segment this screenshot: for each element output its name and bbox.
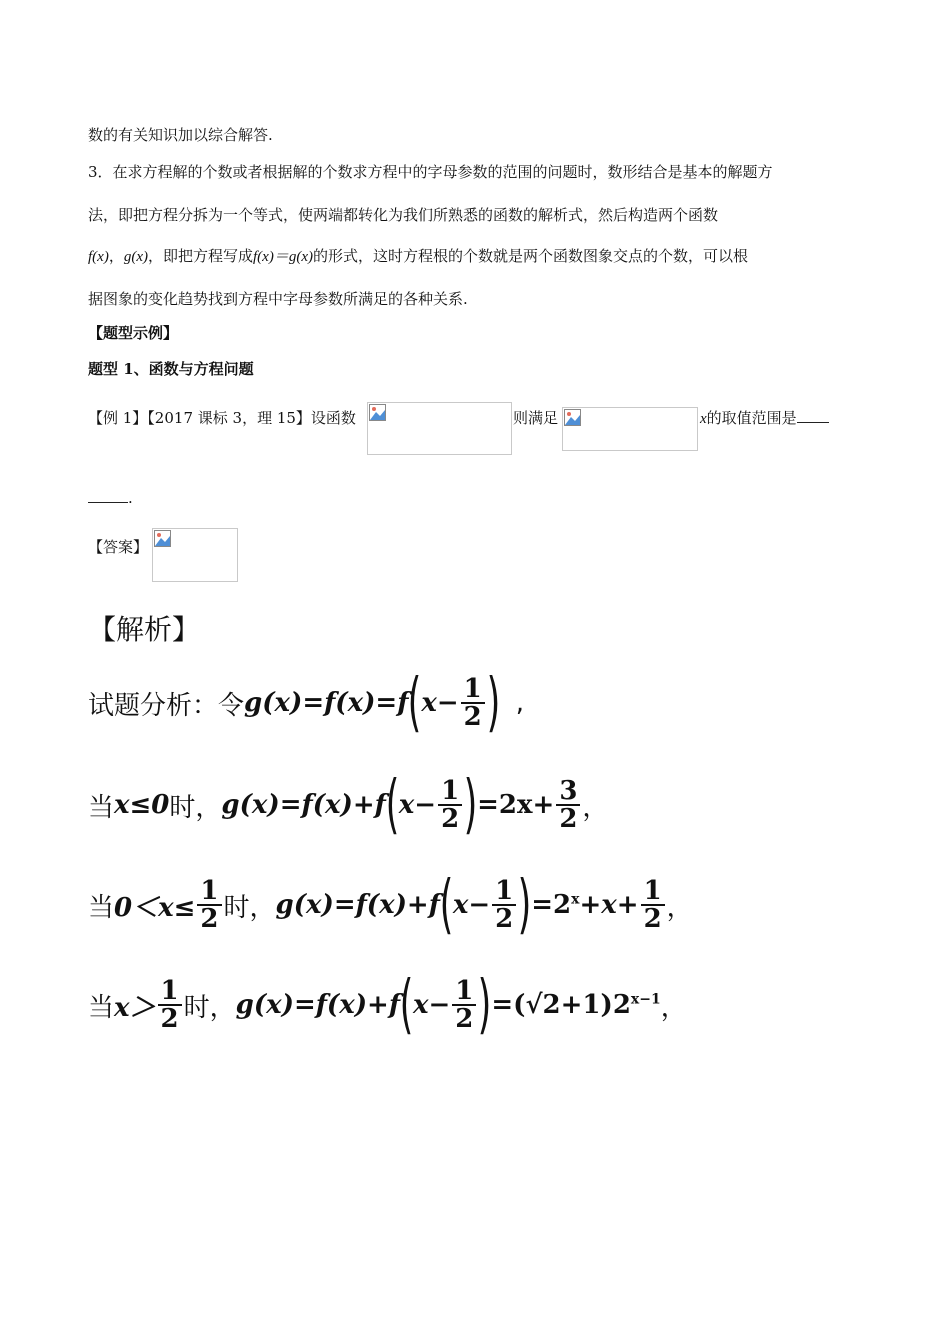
numerator: 1	[197, 878, 221, 906]
var-x: x	[700, 411, 707, 427]
example-mid: 则满足	[513, 409, 559, 427]
denominator: 2	[495, 904, 514, 934]
left-paren: (	[385, 768, 400, 842]
fraction-half	[641, 878, 665, 932]
numerator: 1	[158, 978, 182, 1006]
gx: g(x)	[244, 688, 303, 718]
numerator: 1	[438, 778, 462, 806]
plus: +	[367, 990, 389, 1020]
base: 2	[553, 890, 572, 920]
condition: x≤0	[114, 790, 170, 820]
fx: f(x)	[315, 990, 368, 1020]
comma: ，	[582, 792, 609, 823]
gx-inline: g(x)	[123, 249, 148, 265]
plus: +	[579, 890, 602, 920]
analysis-line-1	[88, 668, 524, 738]
left-paren: (	[408, 666, 422, 740]
x-minus: x−	[412, 990, 451, 1020]
comma: ,	[515, 688, 524, 718]
sqrt2-plus-1: (√2+1)	[513, 990, 613, 1020]
x-minus: x−	[421, 688, 459, 718]
comma: ，	[660, 992, 687, 1023]
fx: f(x)	[355, 890, 407, 920]
para-point-3-line3	[88, 245, 868, 268]
para-point-3-line1: 3．在求方程解的个数或者根据解的个数求方程中的字母参数的范围的问题时，数形结合是基本的解题方	[88, 163, 773, 181]
numerator: 3	[556, 778, 580, 806]
para-point-3-line4: 据图象的变化趋势找到方程中字母参数所满足的各种关系.	[88, 290, 468, 308]
denominator: 2	[441, 804, 460, 834]
eq: =	[531, 890, 554, 920]
numerator: 1	[492, 878, 516, 906]
eq: =	[279, 790, 302, 820]
right-paren: )	[477, 968, 492, 1042]
f: f	[397, 688, 409, 718]
section-heading: 【题型示例】	[88, 324, 179, 342]
f: f	[428, 890, 440, 920]
eq: =	[491, 990, 514, 1020]
eq: =	[333, 890, 356, 920]
gx: g(x)	[221, 790, 280, 820]
exponent: x−1	[630, 991, 661, 1008]
fraction-half	[461, 676, 485, 730]
answer-blank	[797, 408, 829, 423]
gx: g(x)	[235, 990, 294, 1020]
right-paren: )	[463, 768, 478, 842]
analysis-line-3	[88, 870, 693, 940]
denominator: 2	[643, 904, 662, 934]
right-paren: )	[517, 868, 532, 942]
fraction-half	[438, 778, 462, 832]
base: 2	[612, 990, 631, 1020]
fraction-half	[452, 978, 476, 1032]
denominator: 2	[160, 1004, 179, 1034]
comma: ，	[666, 892, 693, 923]
eq: =	[293, 990, 316, 1020]
text: 试题分析：令	[88, 690, 245, 721]
denominator: 2	[455, 1004, 474, 1034]
fraction-half	[492, 878, 516, 932]
text: 的取值范围是	[706, 409, 797, 427]
broken-image-icon	[564, 409, 581, 426]
condition-image-placeholder	[562, 407, 698, 451]
power-2x	[553, 890, 579, 920]
plus: +	[616, 890, 639, 920]
fraction-half	[197, 878, 221, 932]
answer-image-placeholder	[152, 528, 238, 582]
f: f	[374, 790, 386, 820]
analysis-line-2	[88, 770, 608, 840]
numerator: 1	[641, 878, 665, 906]
x-minus: x−	[452, 890, 491, 920]
example-blank-line	[88, 487, 868, 509]
fx: f(x)	[324, 688, 376, 718]
two-x: 2x	[498, 790, 533, 820]
analysis-title: 【解析】	[88, 613, 201, 646]
eq: =	[375, 688, 398, 718]
text: 时，	[183, 992, 236, 1023]
sep: ，	[108, 247, 124, 265]
power-2-x-minus-1	[613, 990, 661, 1020]
text: 时，	[169, 792, 222, 823]
text: 当	[88, 892, 115, 923]
answer-label: 【答案】	[88, 538, 149, 556]
example-prefix: 【例 1】【2017 课标 3，理 15】设函数	[88, 409, 356, 427]
right-paren: )	[486, 666, 501, 740]
para-point-3-line2: 法，即把方程分拆为一个等式，使两端都转化为我们所熟悉的函数的解析式，然后构造两个函数	[88, 206, 719, 224]
condition: 0＜x≤	[114, 892, 196, 923]
example-suffix	[700, 407, 829, 430]
left-paren: (	[399, 968, 414, 1042]
x-minus: x−	[398, 790, 437, 820]
equation-inline: f(x)＝g(x)	[253, 249, 313, 265]
f: f	[388, 990, 401, 1020]
gx: g(x)	[275, 890, 334, 920]
fraction-half	[158, 978, 182, 1032]
eq: =	[302, 688, 325, 718]
fx-inline: f(x)	[88, 249, 109, 265]
plus: +	[352, 790, 375, 820]
denominator: 2	[463, 702, 482, 732]
eq: =	[477, 790, 499, 820]
broken-image-icon	[154, 530, 171, 547]
text: 的形式，这时方程根的个数就是两个函数图象交点的个数，可以根	[312, 247, 748, 265]
x: x	[601, 890, 617, 920]
text: 当	[88, 992, 115, 1023]
exponent: x	[571, 891, 580, 908]
function-image-placeholder	[367, 402, 512, 455]
analysis-line-4	[88, 970, 687, 1040]
plus: +	[532, 790, 555, 820]
denominator: 2	[559, 804, 578, 834]
condition: x＞	[114, 992, 156, 1023]
text: 当	[88, 792, 115, 823]
answer-blank-cont	[88, 488, 128, 503]
fx: f(x)	[301, 790, 353, 820]
fraction-three-halves	[556, 778, 580, 832]
para-continuation: 数的有关知识加以综合解答.	[88, 126, 273, 144]
text: ，即把方程写成	[148, 247, 254, 265]
broken-image-icon	[369, 404, 386, 421]
text: 时，	[223, 892, 276, 923]
plus: +	[406, 890, 429, 920]
numerator: 1	[452, 978, 476, 1006]
left-paren: (	[439, 868, 454, 942]
denominator: 2	[200, 904, 219, 934]
numerator: 1	[461, 676, 485, 704]
subsection-heading: 题型 1、函数与方程问题	[88, 360, 254, 378]
period: .	[128, 489, 133, 507]
